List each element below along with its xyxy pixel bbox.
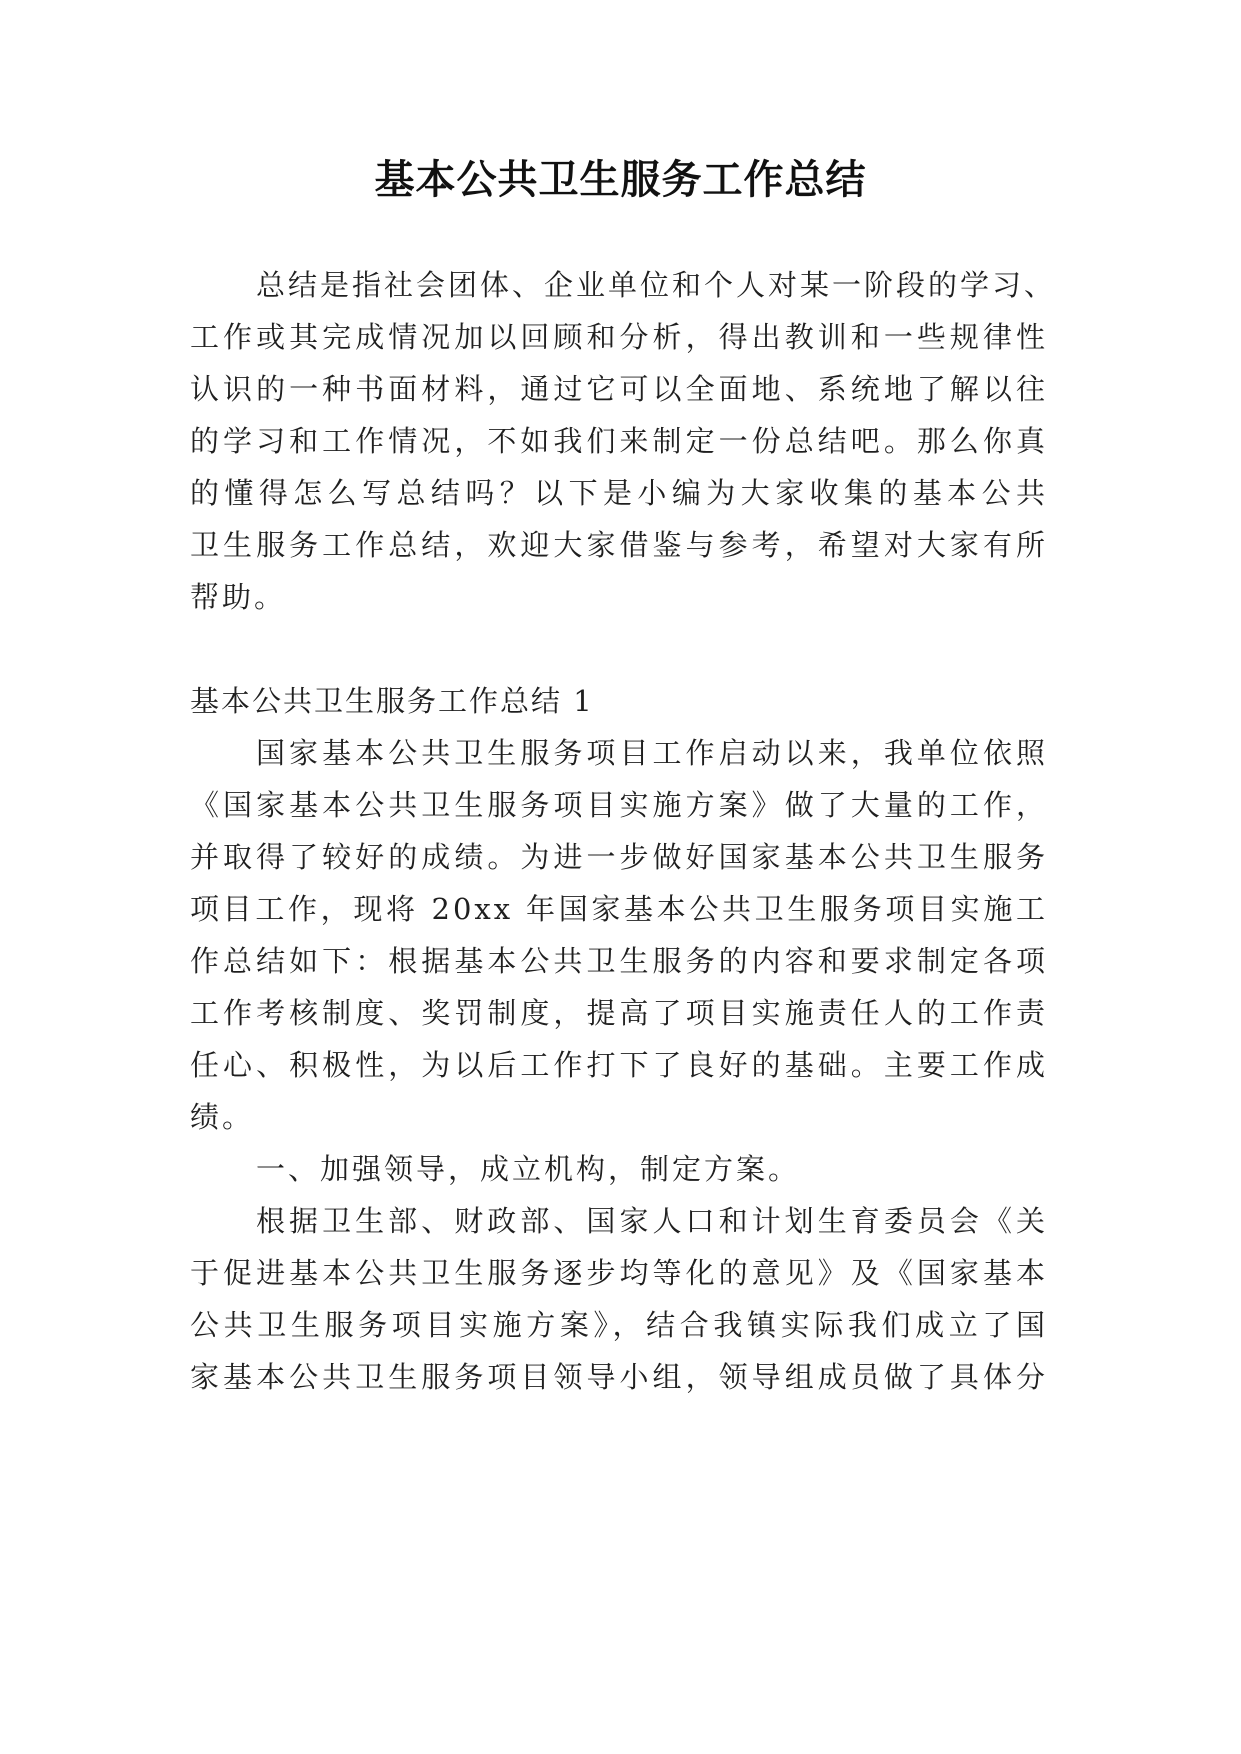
paragraph-line: 公共卫生服务项目实施方案》，结合我镇实际我们成立了国 [190,1308,1048,1342]
document-title: 基本公共卫生服务工作总结 [374,157,867,203]
paragraph-line: 根据卫生部、财政部、国家人口和计划生育委员会《关 [256,1204,1048,1238]
paragraph-line: 于促进基本公共卫生服务逐步均等化的意见》及《国家基本 [190,1256,1048,1290]
paragraph-line: 绩。 [190,1100,255,1134]
paragraph-line: 并取得了较好的成绩。为进一步做好国家基本公共卫生服务 [190,840,1048,874]
intro-line: 认识的一种书面材料，通过它可以全面地、系统地了解以往 [190,372,1048,406]
intro-line: 的学习和工作情况，不如我们来制定一份总结吧。那么你真 [190,424,1048,458]
intro-line: 的懂得怎么写总结吗？以下是小编为大家收集的基本公共 [190,476,1048,510]
intro-line: 卫生服务工作总结，欢迎大家借鉴与参考，希望对大家有所 [190,528,1048,562]
paragraph-line: 《国家基本公共卫生服务项目实施方案》做了大量的工作， [190,788,1048,822]
intro-line: 帮助。 [190,580,287,614]
paragraph-line: 作总结如下：根据基本公共卫生服务的内容和要求制定各项 [190,944,1048,978]
paragraph-line: 工作考核制度、奖罚制度，提高了项目实施责任人的工作责 [190,996,1048,1030]
intro-line: 工作或其完成情况加以回顾和分析，得出教训和一些规律性 [190,320,1048,354]
paragraph-line: 家基本公共卫生服务项目领导小组，领导组成员做了具体分 [190,1360,1048,1394]
paragraph-line: 国家基本公共卫生服务项目工作启动以来，我单位依照 [256,736,1048,770]
section-heading: 基本公共卫生服务工作总结 1 [190,684,594,718]
paragraph-line: 任心、积极性，为以后工作打下了良好的基础。主要工作成 [190,1048,1048,1082]
intro-line: 总结是指社会团体、企业单位和个人对某一阶段的学习、 [256,268,1057,302]
paragraph-line: 项目工作，现将 20xx 年国家基本公共卫生服务项目实施工 [190,892,1048,926]
subheading: 一、加强领导，成立机构，制定方案。 [256,1152,801,1186]
